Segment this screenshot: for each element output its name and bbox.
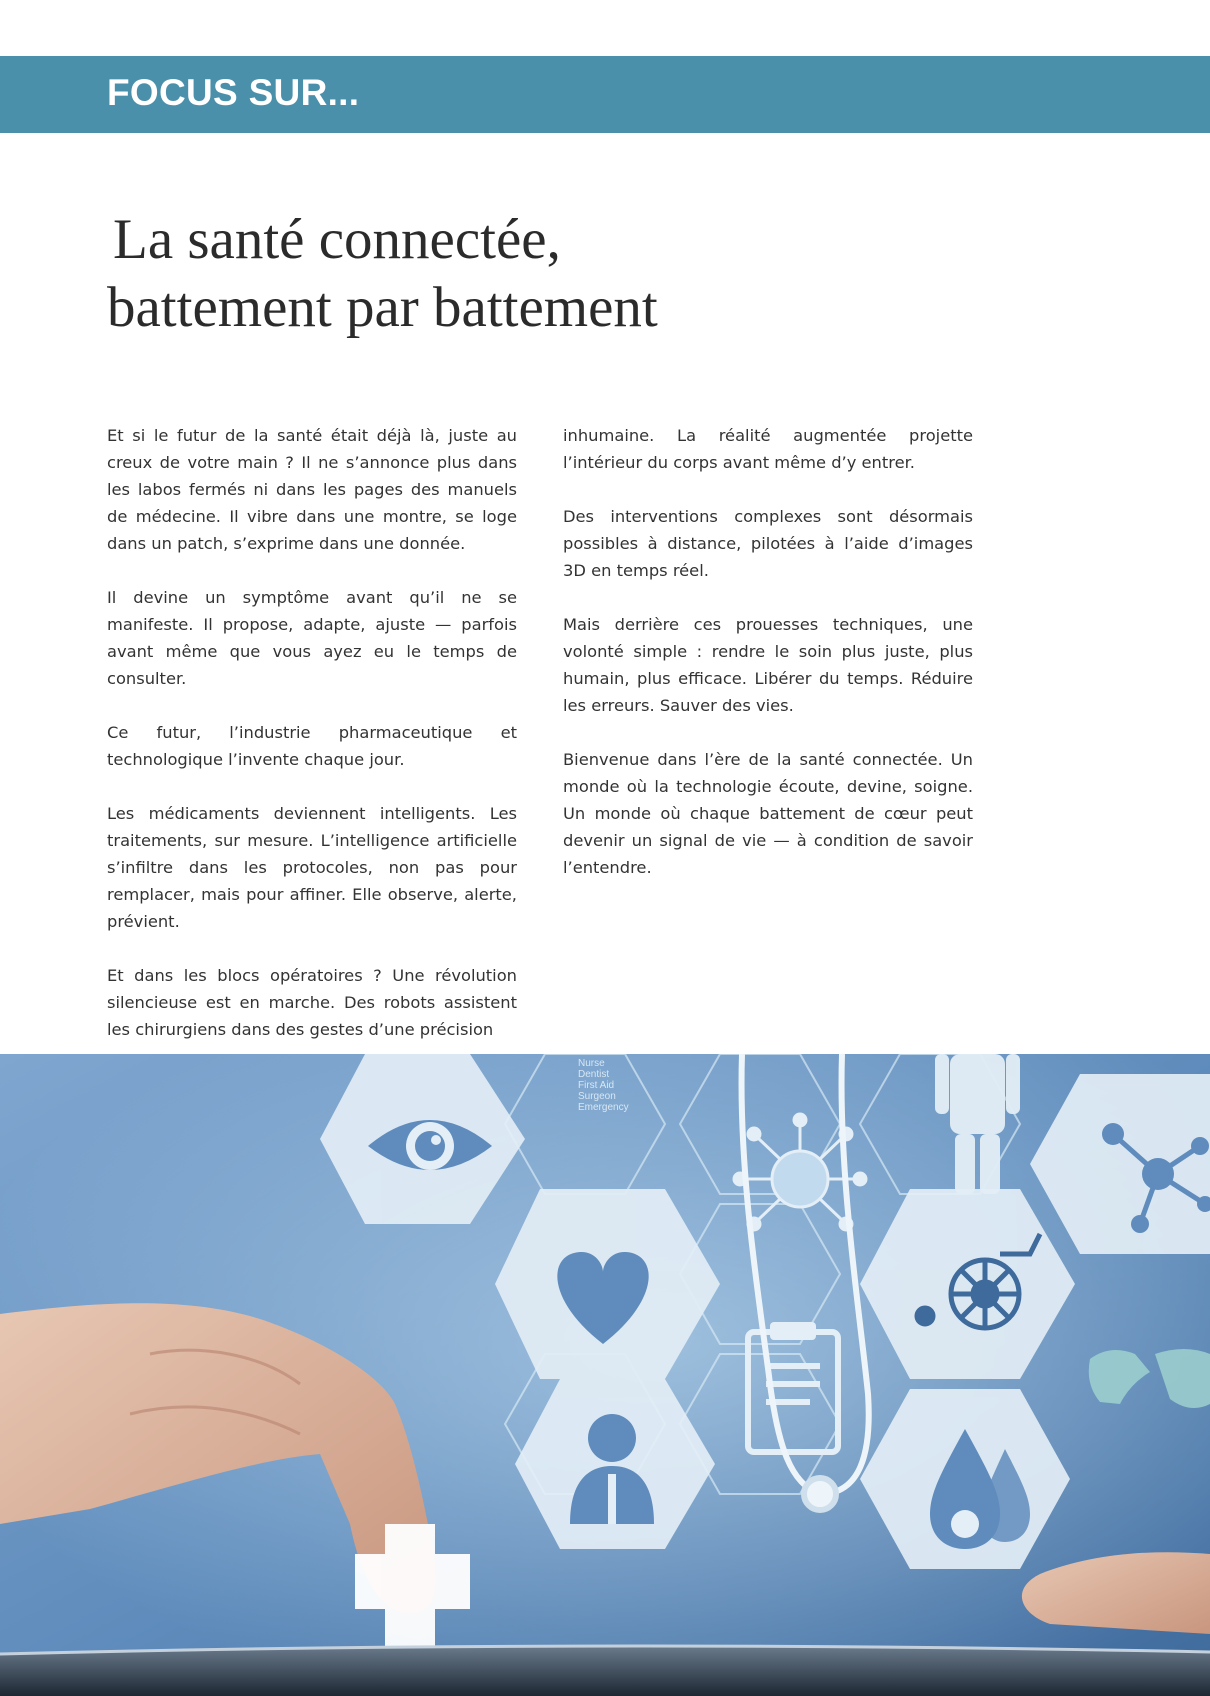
paragraph: Des interventions complexes sont désormais possibles à distance, pilotées à l’aide d’images 3D en temps réel. [563,507,973,580]
article-column-left [107,422,517,1070]
paragraph: Ce futur, l’industrie pharmaceutique et technologique l’invente chaque jour. [107,723,517,769]
specialty-label: Surgeon [578,1091,616,1102]
paragraph: Bienvenue dans l’ère de la santé connectée. Un monde où la technologie écoute, devine, soigne. Un monde où chaque battement de cœur peut devenir un signal de vie — à condition de savoir l’entendre. [563,750,973,877]
article-column-right [563,422,973,908]
paragraph: Il devine un symptôme avant qu’il ne se manifeste. Il propose, adapte, ajuste — parfois avant même que vous ayez eu le temps de consulter. [107,588,517,688]
paragraph: Et si le futur de la santé était déjà là, juste au creux de votre main ? Il ne s’annonce plus dans les labos fermés ni dans les pages des manuels de médecine. Il vibre dans une montre, se loge dans un patch, s’exprime dans une donnée. [107,426,517,553]
specialty-label: Emergency [578,1102,629,1113]
connected-health-artwork [0,1054,1210,1696]
specialty-label: First Aid [578,1080,615,1091]
specialty-label: Dentist [578,1069,610,1080]
title-line-2: battement par battement [107,276,658,339]
specialty-label: Nurse [578,1058,605,1069]
paragraph: inhumaine. La réalité augmentée projette l’intérieur du corps avant même d’y entrer. [563,426,973,472]
tablet-device [0,1646,1210,1696]
article-title [107,206,907,342]
title-line-1: La santé connectée, [113,208,561,271]
paragraph: Mais derrière ces prouesses techniques, une volonté simple : rendre le soin plus juste, plus humain, plus efficace. Libérer du temps. Réduire les erreurs. Sauver des vies. [563,615,973,715]
section-label: FOCUS SUR... [107,72,360,113]
hero-illustration [0,1054,1210,1696]
paragraph: Les médicaments deviennent intelligents. Les traitements, sur mesure. L’intelligence artificielle s’infiltre dans les protocoles, non pas pour remplacer, mais pour affiner. Elle observe, alerte, prévient. [107,804,517,931]
specialty-labels [578,1058,629,1113]
paragraph: Et dans les blocs opératoires ? Une révolution silencieuse est en marche. Des robots assistent les chirurgiens dans des gestes d’une précision [107,966,517,1039]
